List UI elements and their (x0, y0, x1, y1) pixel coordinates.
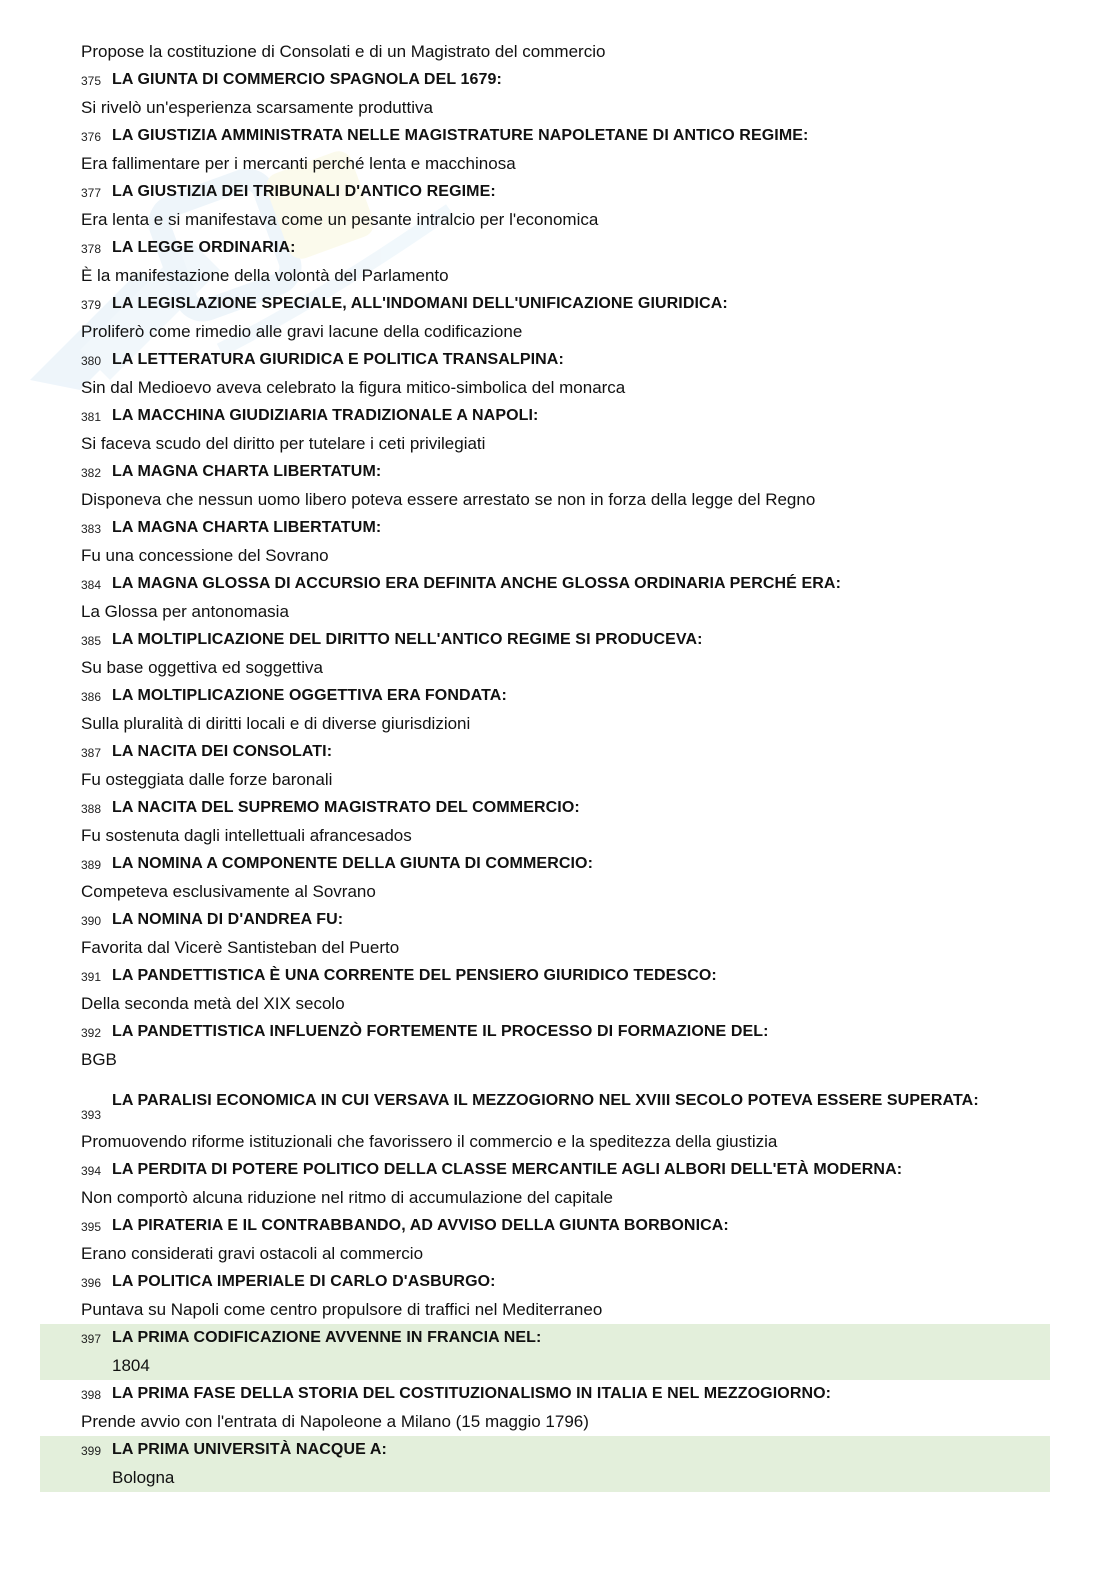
answer-text: Puntava su Napoli come centro propulsore di traffici nel Mediterraneo (81, 1300, 603, 1319)
question-text: LA MAGNA CHARTA LIBERTATUM: (112, 463, 382, 480)
question-line (40, 458, 1050, 486)
question-item (40, 626, 1050, 682)
question-number: 397 (81, 1332, 102, 1346)
question-text: LA GIUNTA DI COMMERCIO SPAGNOLA DEL 1679: (112, 71, 502, 88)
question-number: 396 (81, 1276, 102, 1290)
question-line (40, 1156, 1050, 1184)
question-line (40, 738, 1050, 766)
question-item (40, 402, 1050, 458)
answer-text: Sulla pluralità di diritti locali e di diverse giurisdizioni (81, 714, 471, 733)
question-item (40, 1074, 1050, 1156)
question-number: 384 (81, 578, 102, 592)
question-text: LA POLITICA IMPERIALE DI CARLO D'ASBURGO: (112, 1273, 496, 1290)
question-text: LA PANDETTISTICA È UNA CORRENTE DEL PENSIERO GIURIDICO TEDESCO: (112, 967, 717, 984)
question-number: 378 (81, 242, 102, 256)
question-number: 392 (81, 1026, 102, 1040)
question-item (40, 570, 1050, 626)
question-number: 380 (81, 354, 102, 368)
question-list (40, 66, 1050, 1492)
question-number: 395 (81, 1220, 102, 1234)
question-item (40, 346, 1050, 402)
question-number: 386 (81, 690, 102, 704)
question-line (40, 122, 1050, 150)
question-text: LA GIUSTIZIA AMMINISTRATA NELLE MAGISTRATURE NAPOLETANE DI ANTICO REGIME: (112, 127, 809, 144)
question-number: 391 (81, 970, 102, 984)
question-item (40, 794, 1050, 850)
question-number: 383 (81, 522, 102, 536)
question-line (40, 402, 1050, 430)
question-item (40, 1380, 1050, 1436)
question-item (40, 234, 1050, 290)
answer-text: Su base oggettiva ed soggettiva (81, 658, 323, 677)
question-line (40, 346, 1050, 374)
answer-text: Fu sostenuta dagli intellettuali afrancesados (81, 826, 412, 845)
answer-text: Bologna (112, 1468, 175, 1487)
question-item (40, 290, 1050, 346)
question-line (40, 514, 1050, 542)
question-text: LA PRIMA CODIFICAZIONE AVVENNE IN FRANCIA NEL: (112, 1329, 542, 1346)
question-number: 382 (81, 466, 102, 480)
answer-text: Era lenta e si manifestava come un pesante intralcio per l'economica (81, 210, 599, 229)
answer-text: È la manifestazione della volontà del Parlamento (81, 266, 449, 285)
question-text: LA PRIMA FASE DELLA STORIA DEL COSTITUZIONALISMO IN ITALIA E NEL MEZZOGIORNO: (112, 1385, 832, 1402)
question-item (40, 66, 1050, 122)
question-line (40, 1018, 1050, 1046)
question-line (40, 570, 1050, 598)
question-line (40, 962, 1050, 990)
question-item (40, 122, 1050, 178)
question-number: 390 (81, 914, 102, 928)
question-line (40, 234, 1050, 262)
question-line (40, 1268, 1050, 1296)
question-text: LA NACITA DEI CONSOLATI: (112, 743, 333, 760)
question-item (40, 514, 1050, 570)
question-line (40, 290, 1050, 318)
answer-text: Fu una concessione del Sovrano (81, 546, 329, 565)
answer-text: La Glossa per antonomasia (81, 602, 289, 621)
question-text: LA PANDETTISTICA INFLUENZÒ FORTEMENTE IL PROCESSO DI FORMAZIONE DEL: (112, 1023, 769, 1040)
question-line (40, 794, 1050, 822)
question-text: LA LETTERATURA GIURIDICA E POLITICA TRANSALPINA: (112, 351, 564, 368)
answer-text: Sin dal Medioevo aveva celebrato la figura mitico-simbolica del monarca (81, 378, 626, 397)
answer-text: Fu osteggiata dalle forze baronali (81, 770, 333, 789)
question-number: 399 (81, 1444, 102, 1458)
question-text: LA NOMINA A COMPONENTE DELLA GIUNTA DI COMMERCIO: (112, 855, 594, 872)
answer-text: Disponeva che nessun uomo libero poteva essere arrestato se non in forza della legge del Regno (81, 490, 816, 509)
question-item (40, 682, 1050, 738)
question-item (40, 178, 1050, 234)
question-line (40, 850, 1050, 878)
question-line (40, 682, 1050, 710)
question-number: 379 (81, 298, 102, 312)
question-line (40, 1436, 1050, 1464)
answer-text: 1804 (112, 1356, 150, 1375)
question-number: 393 (81, 1108, 102, 1122)
previous-answer: Propose la costituzione di Consolati e di un Magistrato del commercio (81, 42, 606, 61)
question-text: LA PARALISI ECONOMICA IN CUI VERSAVA IL MEZZOGIORNO NEL XVIII SECOLO POTEVA ESSERE SUPERATA: (112, 1092, 979, 1109)
question-text: LA PERDITA DI POTERE POLITICO DELLA CLASSE MERCANTILE AGLI ALBORI DELL'ETÀ MODERNA: (112, 1161, 903, 1178)
question-text: LA NOMINA DI D'ANDREA FU: (112, 911, 344, 928)
question-line (40, 906, 1050, 934)
answer-text: Promuovendo riforme istituzionali che favorissero il commercio e la speditezza della giustizia (81, 1132, 778, 1151)
answer-text: Competeva esclusivamente al Sovrano (81, 882, 376, 901)
question-text: LA GIUSTIZIA DEI TRIBUNALI D'ANTICO REGIME: (112, 183, 496, 200)
question-line (40, 1074, 1050, 1128)
answer-text: Della seconda metà del XIX secolo (81, 994, 345, 1013)
answer-text: Si faceva scudo del diritto per tutelare i ceti privilegiati (81, 434, 486, 453)
question-number: 375 (81, 74, 102, 88)
question-item (40, 1212, 1050, 1268)
question-text: LA LEGISLAZIONE SPECIALE, ALL'INDOMANI DELL'UNIFICAZIONE GIURIDICA: (112, 295, 728, 312)
question-item (40, 962, 1050, 1018)
question-item (40, 738, 1050, 794)
question-text: LA MOLTIPLICAZIONE DEL DIRITTO NELL'ANTICO REGIME SI PRODUCEVA: (112, 631, 703, 648)
question-item (40, 850, 1050, 906)
question-number: 377 (81, 186, 102, 200)
question-number: 381 (81, 410, 102, 424)
answer-text: Era fallimentare per i mercanti perché lenta e macchinosa (81, 154, 516, 173)
answer-text: Prende avvio con l'entrata di Napoleone a Milano (15 maggio 1796) (81, 1412, 589, 1431)
question-line (40, 1324, 1050, 1352)
answer-text: Proliferò come rimedio alle gravi lacune della codificazione (81, 322, 523, 341)
question-item (40, 1018, 1050, 1074)
question-text: LA LEGGE ORDINARIA: (112, 239, 296, 256)
question-text: LA MACCHINA GIUDIZIARIA TRADIZIONALE A NAPOLI: (112, 407, 539, 424)
document-page (40, 38, 1050, 1492)
question-line (40, 1380, 1050, 1408)
question-text: LA MAGNA GLOSSA DI ACCURSIO ERA DEFINITA ANCHE GLOSSA ORDINARIA PERCHÉ ERA: (112, 575, 841, 592)
question-item (40, 1268, 1050, 1324)
question-number: 394 (81, 1164, 102, 1178)
question-number: 376 (81, 130, 102, 144)
answer-text: Favorita dal Vicerè Santisteban del Puerto (81, 938, 400, 957)
question-item (40, 458, 1050, 514)
question-item (40, 906, 1050, 962)
question-line (40, 1212, 1050, 1240)
question-number: 389 (81, 858, 102, 872)
question-number: 385 (81, 634, 102, 648)
question-text: LA NACITA DEL SUPREMO MAGISTRATO DEL COMMERCIO: (112, 799, 580, 816)
question-number: 387 (81, 746, 102, 760)
question-number: 398 (81, 1388, 102, 1402)
question-line (40, 626, 1050, 654)
question-text: LA MOLTIPLICAZIONE OGGETTIVA ERA FONDATA: (112, 687, 507, 704)
question-text: LA MAGNA CHARTA LIBERTATUM: (112, 519, 382, 536)
answer-text: BGB (81, 1050, 117, 1069)
answer-text: Erano considerati gravi ostacoli al commercio (81, 1244, 424, 1263)
question-item (40, 1156, 1050, 1212)
question-number: 388 (81, 802, 102, 816)
question-text: LA PIRATERIA E IL CONTRABBANDO, AD AVVISO DELLA GIUNTA BORBONICA: (112, 1217, 729, 1234)
answer-text: Non comportò alcuna riduzione nel ritmo di accumulazione del capitale (81, 1188, 614, 1207)
question-text: LA PRIMA UNIVERSITÀ NACQUE A: (112, 1441, 387, 1458)
question-line (40, 178, 1050, 206)
answer-text: Si rivelò un'esperienza scarsamente produttiva (81, 98, 433, 117)
question-line (40, 66, 1050, 94)
question-item (40, 1436, 1050, 1492)
question-item (40, 1324, 1050, 1380)
